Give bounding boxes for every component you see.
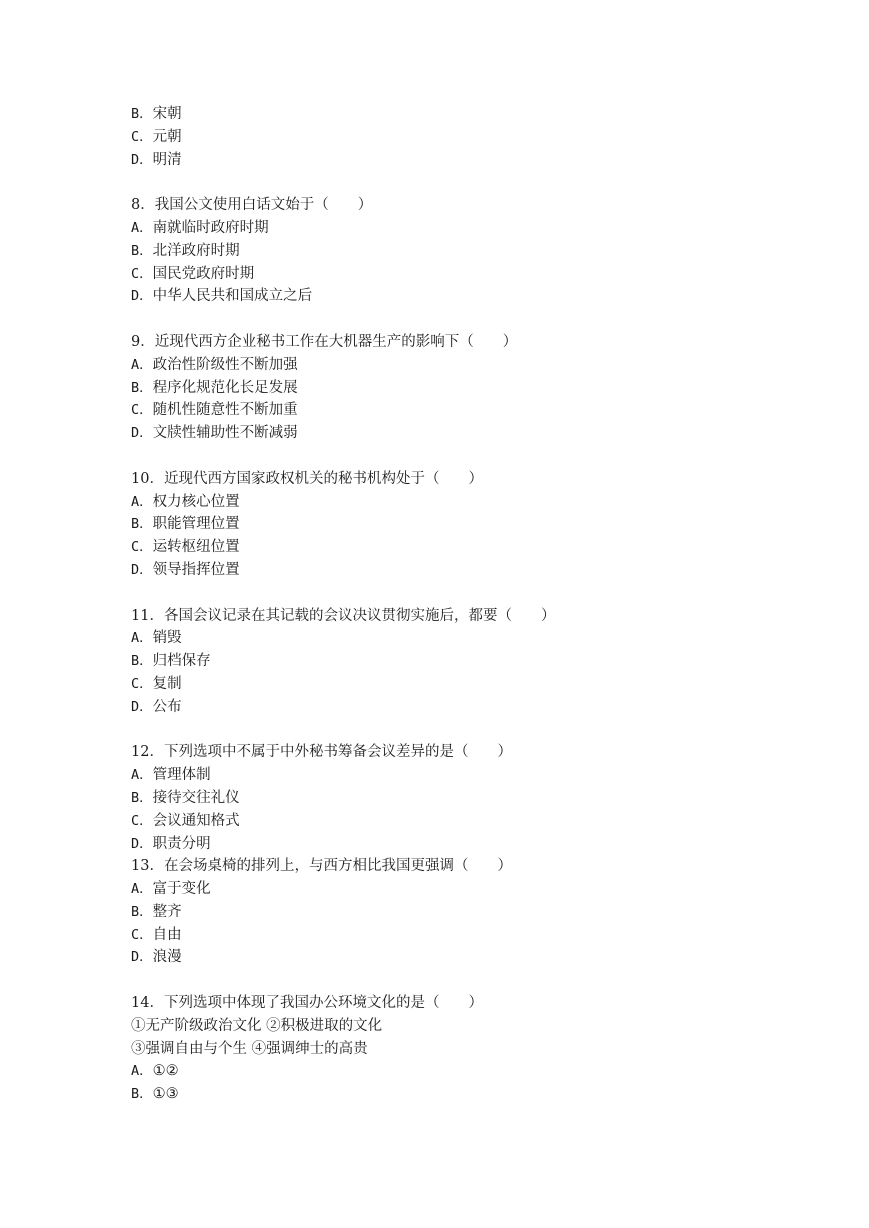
option-text: 宋朝 (152, 106, 182, 122)
option-label: B． (131, 106, 153, 122)
option-label: C． (131, 265, 153, 282)
option-text: 会议通知格式 (152, 812, 240, 829)
question-stem: 10．近现代西方国家政权机关的秘书机构处于（ ） (131, 470, 483, 487)
option-label: A． (131, 630, 153, 647)
option-line (131, 833, 831, 856)
option-label: B． (131, 789, 153, 806)
option-line (131, 1083, 831, 1106)
question-stem: 14．下列选项中体现了我国办公环境文化的是（ ） (131, 995, 483, 1012)
option-line (131, 422, 831, 445)
option-line (131, 399, 831, 422)
question-8 (131, 194, 831, 308)
spacer (131, 969, 831, 992)
option-line (131, 627, 831, 650)
spacer (131, 582, 831, 605)
option-line (131, 650, 831, 673)
option-line (131, 491, 831, 514)
option-label: D． (131, 949, 153, 966)
option-line (131, 263, 831, 286)
option-text: 自由 (152, 926, 182, 943)
option-line (131, 764, 831, 787)
exam-page (131, 103, 831, 1106)
option-line (131, 1060, 831, 1083)
option-label: A． (131, 767, 153, 784)
question-10 (131, 468, 831, 582)
option-label: D． (131, 561, 153, 578)
question-stem: 8．我国公文使用白话文始于（ ） (131, 197, 373, 214)
spacer (131, 308, 831, 331)
option-text: ①③ (152, 1086, 179, 1103)
option-label: A． (131, 493, 153, 510)
option-text: 管理体制 (152, 767, 211, 784)
option-text: 富于变化 (152, 881, 211, 898)
option-line (131, 696, 831, 719)
option-line (131, 787, 831, 810)
question-14 (131, 992, 831, 1106)
option-text: 接待交往礼仪 (152, 789, 240, 806)
option-label: D． (131, 288, 153, 305)
option-text: 明清 (152, 151, 182, 168)
option-line (131, 878, 831, 901)
option-line (131, 901, 831, 924)
option-line (131, 673, 831, 696)
question-stem: 11．各国会议记录在其记载的会议决议贯彻实施后，都要（ ） (131, 607, 556, 624)
question-stem: 13．在会场桌椅的排列上，与西方相比我国更强调（ ） (131, 858, 512, 875)
question-stem: 9．近现代西方企业秘书工作在大机器生产的影响下（ ） (131, 333, 518, 350)
option-label: B． (131, 379, 153, 396)
option-label: C． (131, 402, 153, 419)
option-text: 销毁 (152, 630, 182, 647)
option-label: A． (131, 1063, 153, 1080)
option-label: B． (131, 903, 153, 920)
option-line (131, 377, 831, 400)
option-text: 整齐 (152, 903, 182, 920)
option-label: A． (131, 219, 153, 236)
spacer (131, 719, 831, 742)
option-label: A． (131, 356, 153, 373)
question-12 (131, 741, 831, 855)
option-line (131, 946, 831, 969)
question-stem: 12．下列选项中不属于中外秘书筹备会议差异的是（ ） (131, 744, 512, 761)
option-text: 中华人民共和国成立之后 (152, 288, 313, 305)
option-line (131, 513, 831, 536)
option-label: A． (131, 881, 153, 898)
option-label: C． (131, 539, 153, 556)
leading-options (131, 103, 831, 171)
option-line (131, 810, 831, 833)
question-13 (131, 855, 831, 969)
option-line (131, 126, 831, 149)
option-text: 领导指挥位置 (152, 561, 240, 578)
option-text: 南就临时政府时期 (152, 219, 269, 236)
option-text: 公布 (152, 698, 182, 715)
spacer (131, 171, 831, 194)
option-line (131, 103, 831, 126)
question-9 (131, 331, 831, 445)
option-line (131, 240, 831, 263)
option-line (131, 536, 831, 559)
option-text: 职能管理位置 (152, 516, 240, 533)
spacer (131, 445, 831, 468)
statement-line: ③强调自由与个生 ④强调绅士的高贵 (131, 1040, 368, 1057)
option-text: 国民党政府时期 (152, 265, 255, 282)
option-label: C． (131, 128, 153, 145)
option-label: D． (131, 835, 153, 852)
option-label: B． (131, 653, 153, 670)
option-line (131, 354, 831, 377)
option-line (131, 285, 831, 308)
statement-line: ①无产阶级政治文化 ②积极进取的文化 (131, 1017, 383, 1034)
option-text: 政治性阶级性不断加强 (152, 356, 298, 373)
option-text: 程序化规范化长足发展 (152, 379, 298, 396)
option-text: 元朝 (152, 128, 182, 145)
option-label: C． (131, 675, 153, 692)
option-label: B． (131, 242, 153, 259)
option-text: 浪漫 (152, 949, 182, 966)
option-text: ①② (152, 1063, 179, 1080)
option-line (131, 924, 831, 947)
option-label: D． (131, 425, 153, 442)
option-line (131, 559, 831, 582)
option-text: 归档保存 (152, 653, 211, 670)
option-text: 北洋政府时期 (152, 242, 240, 259)
option-label: C． (131, 812, 153, 829)
option-label: D． (131, 698, 153, 715)
option-line (131, 217, 831, 240)
option-text: 复制 (152, 675, 182, 692)
question-11 (131, 605, 831, 719)
option-text: 权力核心位置 (152, 493, 240, 510)
option-label: B． (131, 516, 153, 533)
option-label: C． (131, 926, 153, 943)
option-label: D． (131, 151, 153, 168)
option-label: B． (131, 1086, 153, 1103)
option-text: 随机性随意性不断加重 (152, 402, 298, 419)
option-text: 职责分明 (152, 835, 211, 852)
option-text: 文牍性辅助性不断减弱 (152, 425, 298, 442)
option-text: 运转枢纽位置 (152, 539, 240, 556)
option-line (131, 149, 831, 172)
